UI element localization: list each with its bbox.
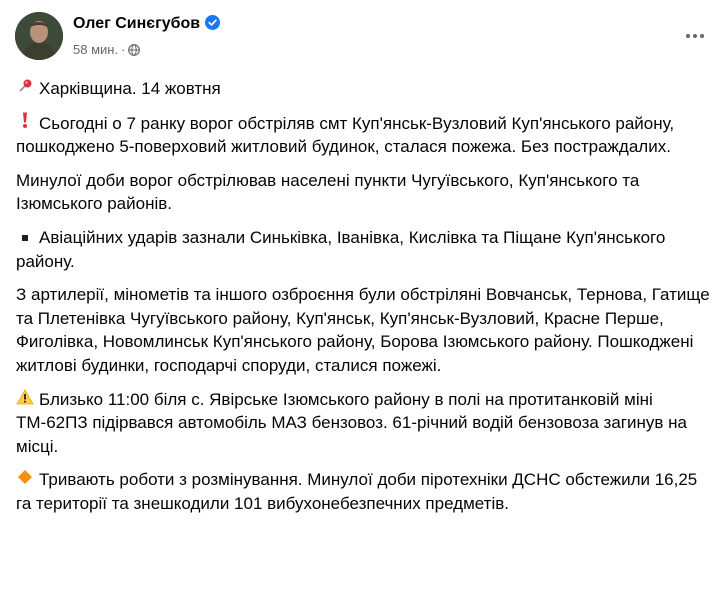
paragraph-text: Минулої доби ворог обстрілював населені пункти Чугуївського, Куп'янського та Ізюмського районів. bbox=[16, 170, 640, 214]
post-body bbox=[16, 77, 716, 526]
globe-icon bbox=[128, 44, 140, 56]
avatar-photo bbox=[15, 12, 63, 60]
paragraph-text: Авіаційних ударів зазнали Синьківка, Іванівка, Кислівка та Піщане Куп'янського району. bbox=[16, 227, 666, 271]
post-paragraph bbox=[16, 77, 716, 101]
author-name[interactable]: Олег Синєгубов bbox=[73, 15, 201, 32]
warning-icon bbox=[16, 388, 34, 412]
paragraph-text: Харківщина. 14 жовтня bbox=[39, 79, 221, 98]
paragraph-text: Близько 11:00 біля с. Явірське Ізюмського району в полі на протитанковій міні ТМ-62ПЗ підірвався автомобіль МАЗ бензовоз. 61-річний водій бензовоза загинув на місці. bbox=[16, 389, 687, 456]
exclamation-icon bbox=[16, 111, 34, 136]
author-line bbox=[73, 15, 220, 33]
diamond-icon bbox=[16, 468, 34, 492]
post-paragraph bbox=[16, 111, 716, 159]
meta-separator: · bbox=[121, 42, 126, 57]
post-header bbox=[15, 12, 715, 62]
post-paragraph bbox=[16, 283, 716, 377]
paragraph-text: З артилерії, мінометів та іншого озброєння були обстріляні Вовчанськ, Тернова, Гатище та Плетенівка Чугуївського району, Куп'янськ, Куп'янськ-Вузловий, Красне Перше, Фиголівка, Новомлинськ Куп'янського району, Борова Ізюмського району. Пошкоджені житлові будинки, господарчі споруди, сталися пожежі. bbox=[16, 285, 710, 375]
post-paragraph bbox=[16, 226, 716, 273]
more-options-icon[interactable] bbox=[683, 26, 707, 46]
paragraph-text: Тривають роботи з розмінування. Минулої доби піротехніки ДСНС обстежили 16,25 га території та знешкодили 101 вибухонебезпечних предметів. bbox=[16, 470, 698, 513]
post-paragraph bbox=[16, 388, 716, 459]
post-paragraph bbox=[16, 169, 716, 216]
pushpin-icon bbox=[16, 77, 34, 101]
post-time[interactable]: 58 мин. bbox=[73, 42, 119, 57]
post-meta bbox=[73, 42, 140, 57]
avatar[interactable] bbox=[15, 12, 63, 60]
square-bullet-icon bbox=[16, 226, 34, 250]
verified-badge-icon bbox=[205, 15, 220, 30]
paragraph-text: Сьогодні о 7 ранку ворог обстріляв смт Куп'янськ-Вузловий Куп'янського району, пошкоджено 5-поверховий житловий будинок, сталася пожежа. Без постраждалих. bbox=[16, 113, 675, 157]
post-paragraph bbox=[16, 468, 716, 515]
